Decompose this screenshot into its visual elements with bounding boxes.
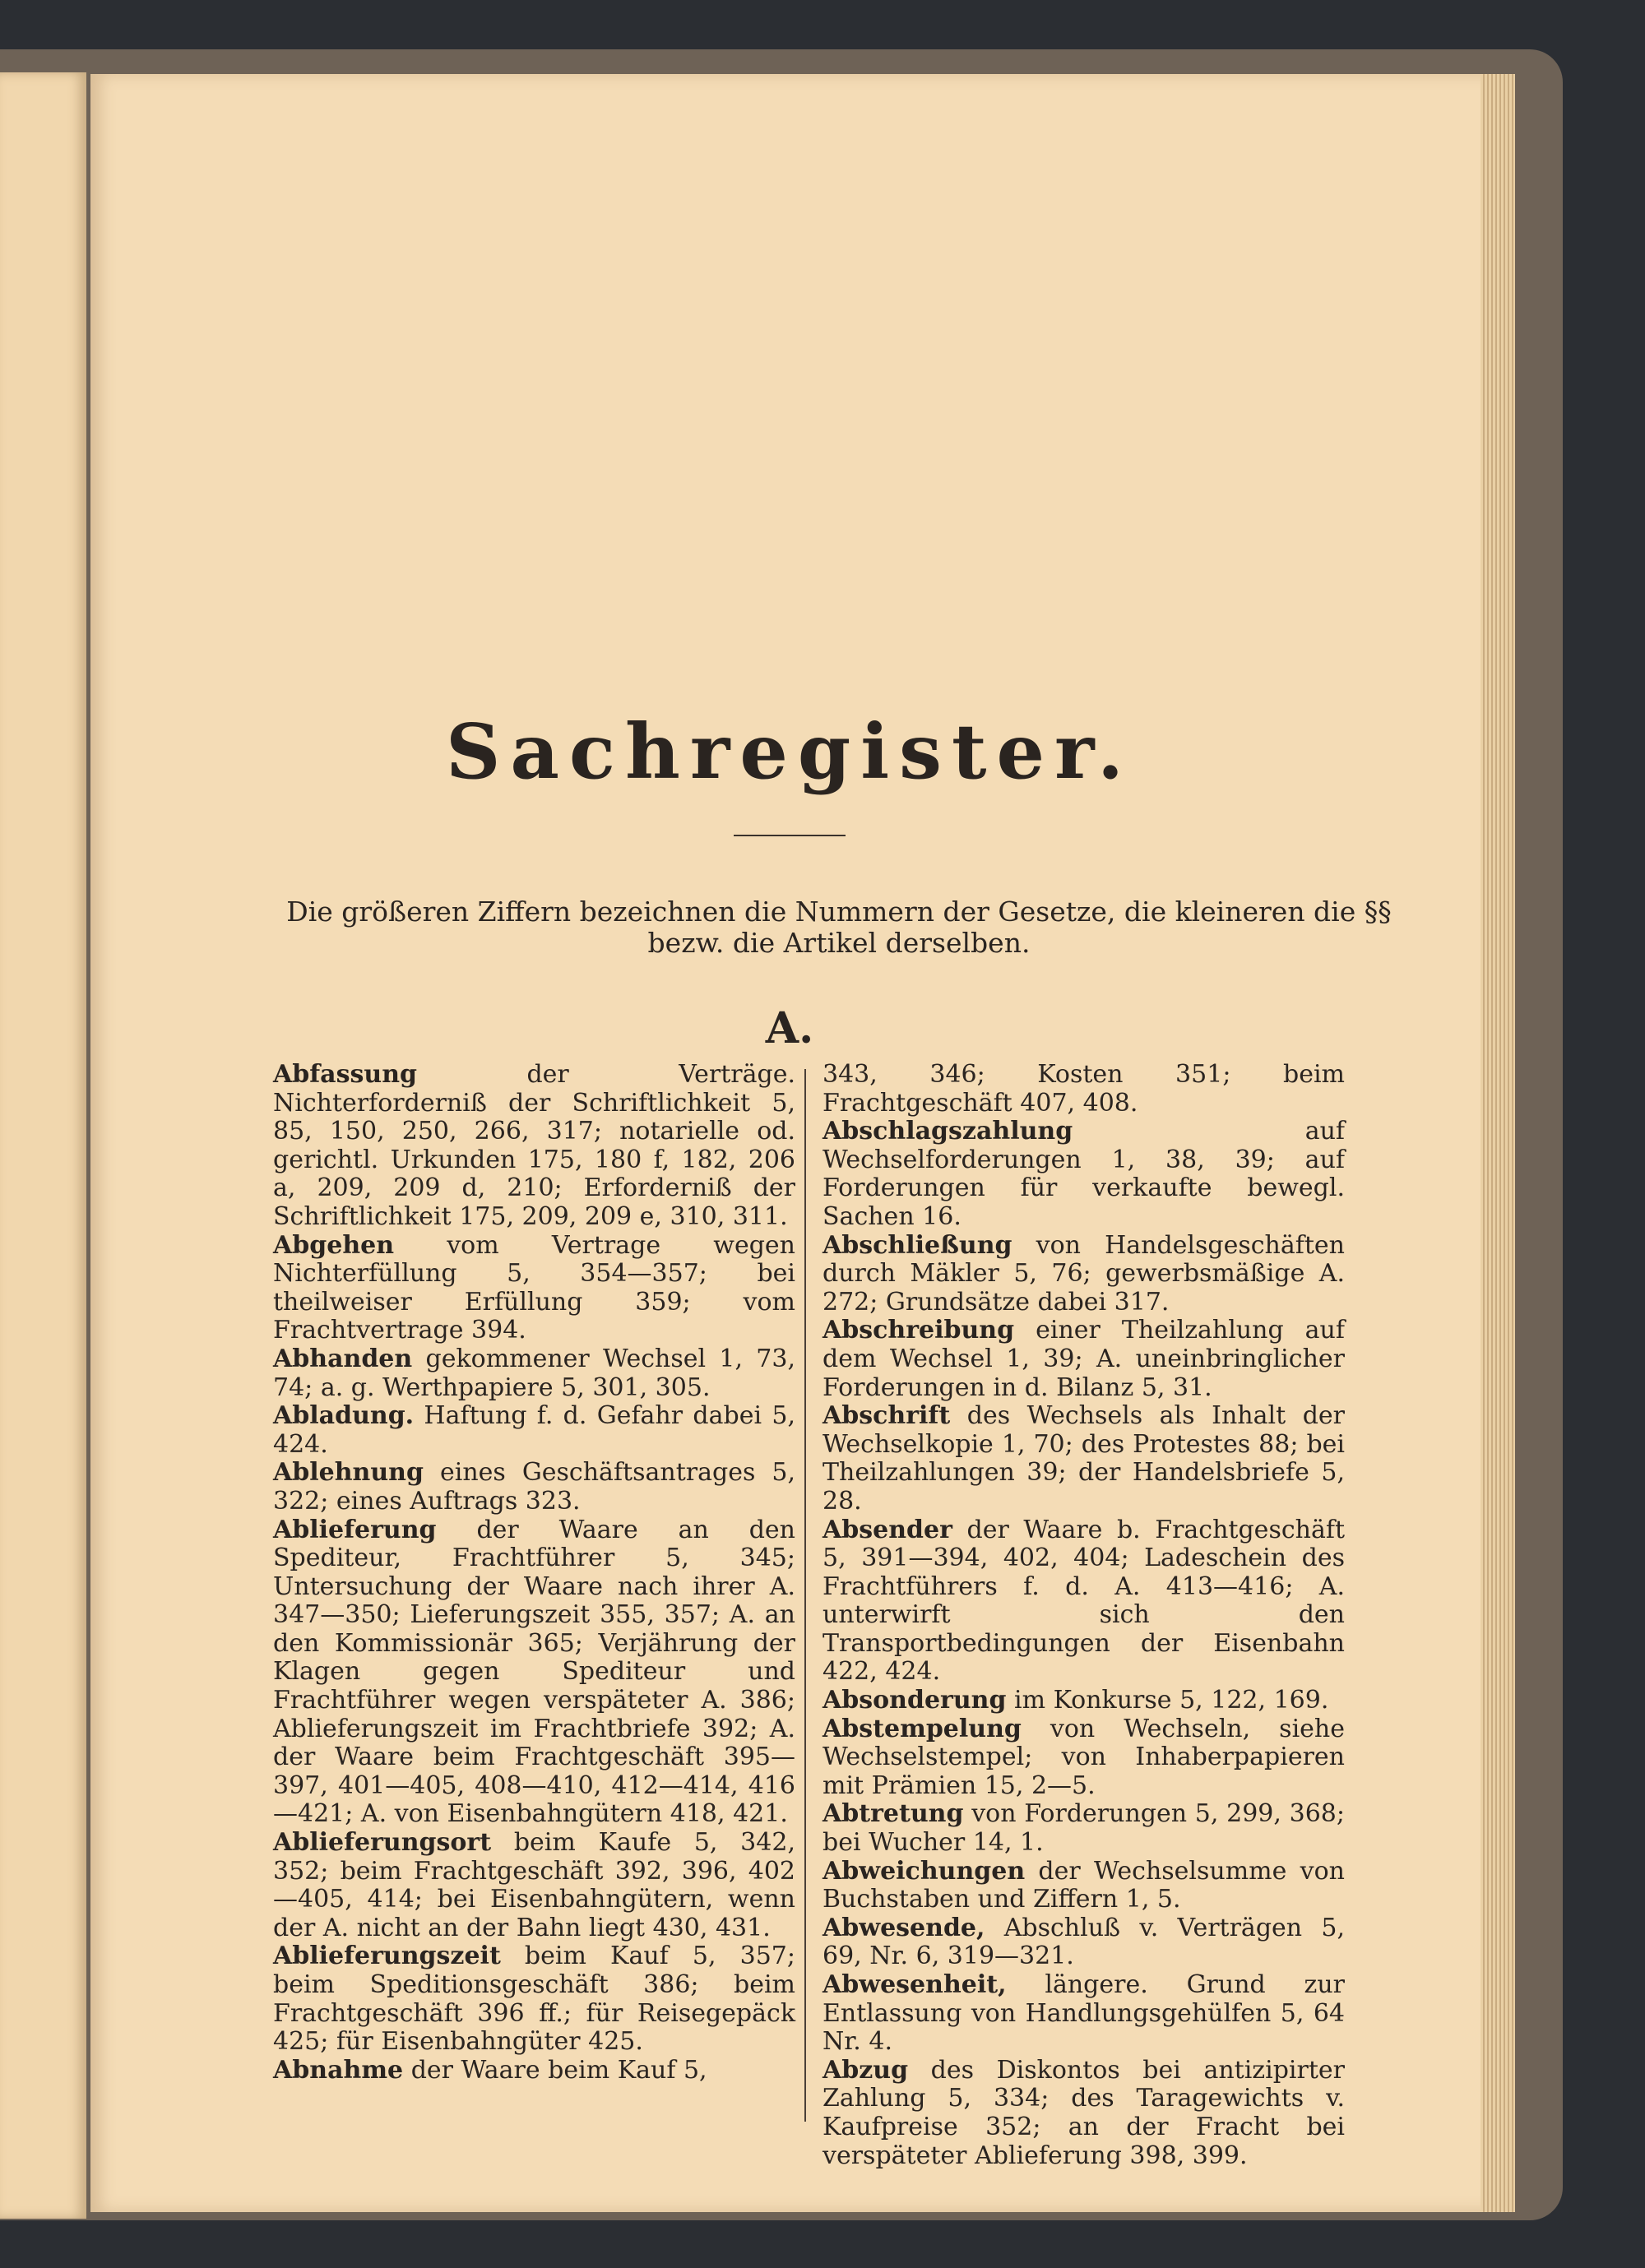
index-entry [822,1914,1345,1971]
intro-note: Die größeren Ziffern bezeichnen die Nummern der Gesetze, die kleineren die §§ bezw. die Artikel derselben. [286,896,1392,959]
entry-text: der Waare beim Kauf 5, [410,2055,707,2085]
index-entry [822,1061,1345,1118]
entry-term: Abgehen [273,1230,395,1260]
entry-text: der Wechselsumme von Buchstaben und Ziffern 1, 5. [822,1856,1345,1914]
entry-text: der Waare an den Spediteur, Frachtführer 5, 345; Untersuchung der Waare nach ihrer A. 347—350; Lieferungszeit 355, 357; A. an den Kommissionär 365; Verjährung der Klagen gegen Spediteur und Frachtführer wegen verspäteter A. 386; Ablieferungszeit im Frachtbriefe 392; A. der Waare beim Frachtgeschäft 395—397, 401—405, 408—410, 412—414, 416—421; A. von Eisenbahngütern 418, 421. [273,1515,795,1829]
index-entry [273,1942,795,2056]
page-edges [1480,74,1515,2212]
entry-text: eines Geschäftsantrages 5, 322; eines Auftrags 323. [273,1458,795,1516]
index-entry [822,1858,1345,1914]
entry-term: Abzug [822,2055,909,2085]
entry-term: Ablehnung [273,1458,424,1488]
entry-text: längere. Grund zur Entlassung von Handlungsgehülfen 5, 64 Nr. 4. [822,1970,1345,2057]
index-entry [822,1687,1345,1715]
left-page-edge [0,72,86,2219]
index-entry [822,1402,1345,1516]
index-entry [822,1800,1345,1857]
entry-text: 343, 346; Kosten 351; beim Frachtgeschäft 407, 408. [822,1060,1345,1118]
index-entry [822,1715,1345,1801]
entry-term: Abschließung [822,1230,1012,1260]
entry-term: Absonderung [822,1686,1007,1715]
page [90,74,1489,2212]
entry-text: beim Kaufe 5, 342, 352; beim Frachtgeschäft 392, 396, 402—405, 414; bei Eisenbahngütern, wenn der A. nicht an der Bahn liegt 430, 431. [273,1828,795,1942]
page-title: Sachregister. [445,707,1134,796]
column-divider [804,1069,806,2122]
entry-text: im Konkurse 5, 122, 169. [1013,1686,1329,1715]
entry-text: einer Theilzahlung auf dem Wechsel 1, 39; A. uneinbringlicher Forderungen in d. Bilanz 5, 31. [822,1316,1345,1402]
index-entry [822,1118,1345,1231]
index-entry [273,2057,795,2085]
index-entry [822,1516,1345,1687]
index-entry [273,1345,795,1402]
entry-term: Abwesende, [822,1913,985,1942]
entry-text: auf Wechselforderungen 1, 38, 39; auf Forderungen für verkaufte bewegl. Sachen 16. [822,1117,1345,1231]
section-letter: A. [765,1003,814,1053]
entry-text: Haftung f. d. Gefahr dabei 5, 424. [273,1401,795,1459]
entry-text: Abschluß v. Verträgen 5, 69, Nr. 6, 319—321. [822,1913,1345,1971]
entry-term: Abladung. [273,1401,415,1431]
entry-term: Abschreibung [822,1316,1015,1345]
entry-text: der Waare b. Frachtgeschäft 5, 391—394, 402, 404; Ladeschein des Frachtführers f. d. A. 413—416; A. unterwirft sich den Transportbedingungen der Eisenbahn 422, 424. [822,1515,1346,1687]
entry-text: gekommener Wechsel 1, 73, 74; a. g. Werthpapiere 5, 301, 305. [273,1344,795,1402]
index-entry [273,1402,795,1459]
entry-text: beim Kauf 5, 357; beim Speditionsgeschäft 386; beim Frachtgeschäft 396 ff.; für Reisegepäck 425; für Eisenbahngüter 425. [273,1942,795,2057]
index-entry [273,1459,795,1516]
index-entry [822,1317,1345,1402]
entry-term: Ablieferung [273,1515,437,1544]
index-entry [273,1829,795,1942]
entry-term: Abtretung [822,1799,964,1829]
index-entry [822,1971,1345,2057]
entry-text: des Diskontos bei antizipirter Zahlung 5, 334; des Taragewichts v. Kaufpreise 352; an der Fracht bei verspäteter Ablieferung 398, 399. [822,2055,1345,2170]
entry-term: Abweichungen [822,1856,1026,1886]
index-column-right [822,1061,1345,2170]
title-rule [734,835,846,836]
entry-text: von Handelsgeschäften durch Mäkler 5, 76; gewerbsmäßige A. 272; Grundsätze dabei 317. [822,1230,1345,1317]
entry-text: von Forderungen 5, 299, 368; bei Wucher 14, 1. [822,1799,1346,1858]
entry-term: Abhanden [273,1344,413,1373]
entry-term: Abstempelung [822,1714,1022,1743]
entry-term: Abschlagszahlung [822,1117,1073,1146]
entry-term: Abschrift [822,1401,951,1431]
index-entry [273,1061,795,1232]
index-entry [273,1516,795,1830]
index-column-left [273,1061,795,2085]
entry-term: Absender [822,1515,952,1544]
entry-term: Ablieferungszeit [273,1942,501,1971]
entry-text: des Wechsels als Inhalt der Wechselkopie 1, 70; des Protestes 88; bei Theilzahlungen 39; der Handelsbriefe 5, 28. [822,1401,1345,1516]
entry-text: vom Vertrage wegen Nichterfüllung 5, 354—357; bei theilweiser Erfüllung 359; vom Frachtvertrage 394. [273,1230,795,1345]
index-entry [822,2057,1345,2170]
entry-text: der Verträge. Nichterforderniß der Schriftlichkeit 5, 85, 150, 250, 266, 317; notarielle od. gerichtl. Urkunden 175, 180 f, 182, 206 a, 209, 209 d, 210; Erforderniß der Schriftlichkeit 175, 209, 209 e, 310, 311. [273,1060,795,1231]
index-entry [273,1232,795,1345]
index-entry [822,1232,1345,1317]
entry-term: Ablieferungsort [273,1828,492,1858]
entry-term: Abnahme [273,2055,404,2085]
entry-term: Abfassung [273,1060,417,1089]
entry-text: von Wechseln, siehe Wechselstempel; von Inhaberpapieren mit Prämien 15, 2—5. [822,1714,1345,1800]
entry-term: Abwesenheit, [822,1970,1007,1999]
